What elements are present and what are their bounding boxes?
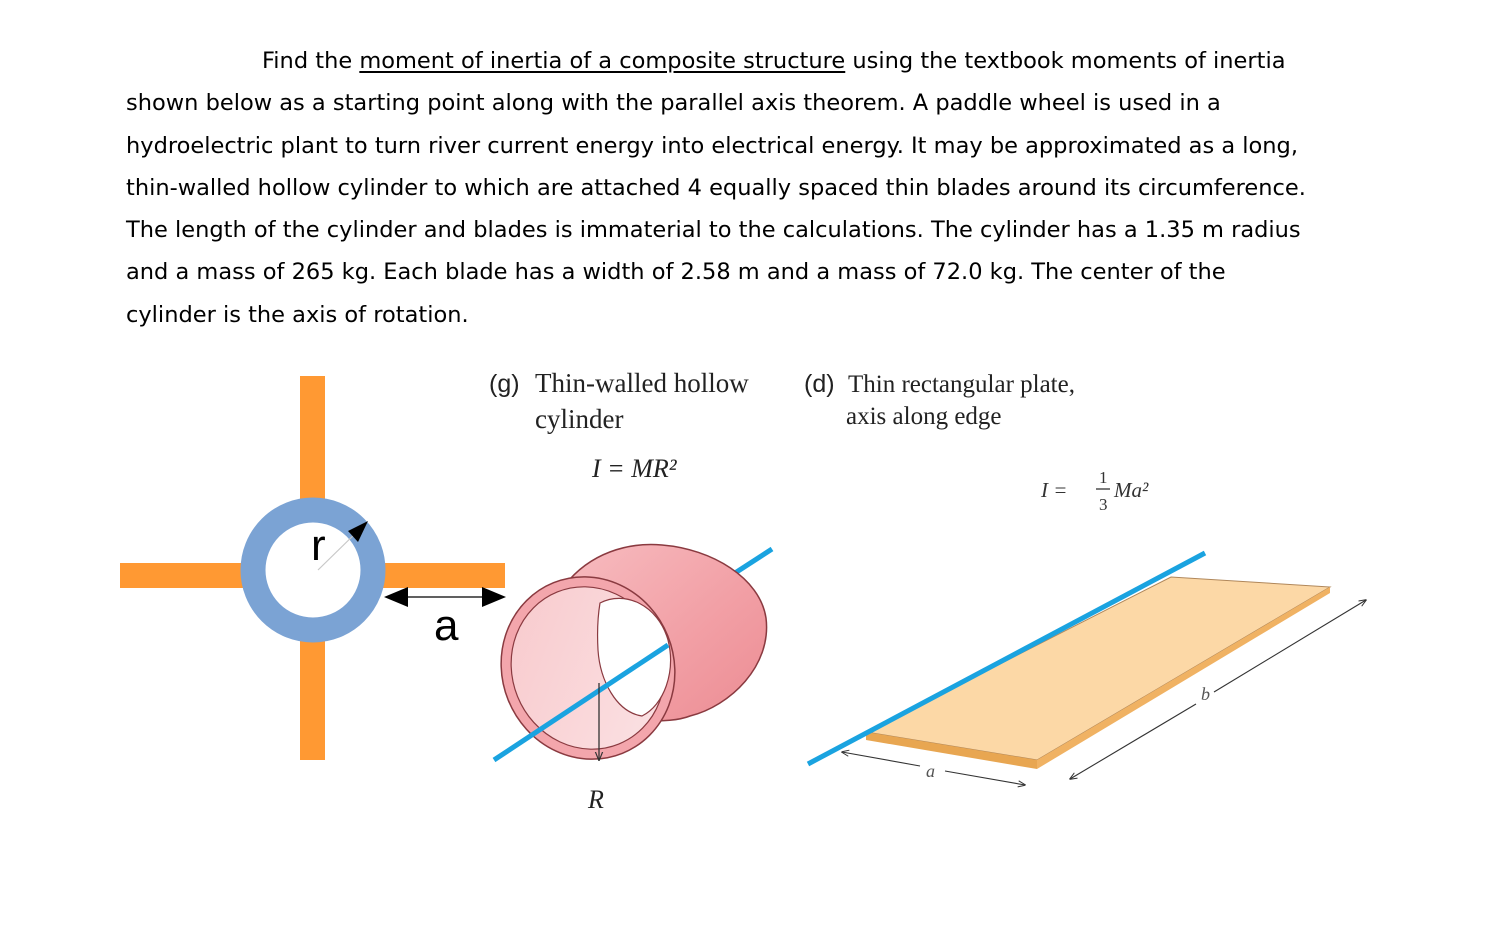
plate-formula-denominator: 3 bbox=[1099, 495, 1108, 514]
problem-line-6: and a mass of 265 kg. Each blade has a width of 2.58 m and a mass of 72.0 kg. The center of the bbox=[126, 259, 1226, 286]
cylinder-title-line1: Thin-walled hollow bbox=[535, 368, 749, 398]
plate-title-line1: Thin rectangular plate, bbox=[848, 371, 1075, 398]
radius-label: r bbox=[311, 521, 326, 570]
cylinder-formula: I = MR² bbox=[592, 454, 677, 483]
plate-width-dimension-left bbox=[842, 752, 920, 766]
intro-prefix: Find the bbox=[262, 48, 360, 74]
line1-suffix: using the textbook moments of inertia bbox=[845, 48, 1286, 74]
cylinder-axis-back bbox=[735, 549, 772, 573]
rectangular-plate-figure bbox=[804, 370, 1366, 785]
plate-formula-lhs: I = bbox=[1041, 478, 1068, 502]
problem-line-5: The length of the cylinder and blades is immaterial to the calculations. The cylinder has a 1.35 m radius bbox=[126, 217, 1301, 244]
dimension-arrow-right bbox=[482, 587, 506, 607]
blade-width-label: a bbox=[434, 601, 459, 650]
cylinder-tag: (g) bbox=[489, 370, 520, 398]
problem-line-4: thin-walled hollow cylinder to which are attached 4 equally spaced thin blades around its circumference. bbox=[126, 174, 1306, 201]
hollow-cylinder-figure bbox=[474, 368, 772, 814]
plate-formula-rhs: Ma² bbox=[1114, 478, 1149, 502]
blade-bottom bbox=[300, 638, 325, 760]
blade-top bbox=[300, 376, 325, 502]
blade-right bbox=[380, 563, 505, 588]
plate-width-label: a bbox=[926, 761, 935, 781]
cylinder-radius-label: R bbox=[588, 785, 604, 814]
dimension-arrow-left bbox=[384, 587, 408, 607]
problem-line-3: hydroelectric plant to turn river current energy into electrical energy. It may be approximated as a long, bbox=[126, 132, 1298, 159]
underlined-phrase: moment of inertia of a composite structure bbox=[359, 48, 846, 74]
cylinder-title-line2: cylinder bbox=[535, 404, 624, 434]
plate-title-line2: axis along edge bbox=[846, 403, 1002, 430]
plate-length-label: b bbox=[1201, 684, 1210, 704]
problem-line-2: shown below as a starting point along with the parallel axis theorem. A paddle wheel is used in a bbox=[126, 90, 1221, 117]
problem-line-7: cylinder is the axis of rotation. bbox=[126, 301, 469, 328]
paddle-wheel-diagram bbox=[120, 376, 506, 760]
blade-left bbox=[120, 563, 246, 588]
plate-width-dimension-right bbox=[945, 771, 1025, 785]
plate-top-face bbox=[866, 577, 1330, 760]
plate-tag: (d) bbox=[804, 370, 835, 398]
plate-formula-numerator: 1 bbox=[1099, 468, 1108, 487]
